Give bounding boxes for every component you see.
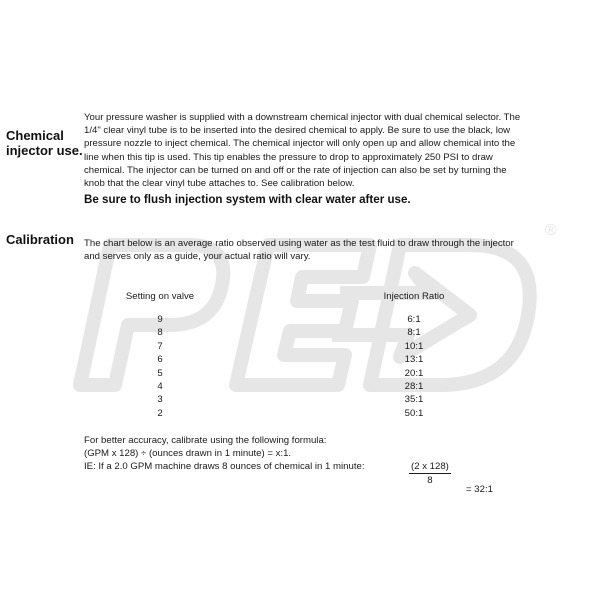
fraction-denominator: 8 bbox=[427, 475, 433, 486]
injector-line-4: line when this tip is used. This tip enables the pressure to drop to approximately 250 PSI to draw bbox=[84, 151, 493, 163]
formula-equation: (GPM x 128) ÷ (ounces drawn in 1 minute) = x:1. bbox=[84, 448, 292, 460]
injector-line-2: 1/4" clear vinyl tube is to be inserted into the desired chemical to apply. Be sure to use the black, low bbox=[84, 125, 511, 137]
injector-line-6: knob that the clear vinyl tube attaches to. See calibration below. bbox=[84, 178, 355, 190]
registered-mark: ® bbox=[545, 222, 557, 239]
fraction-numerator: (2 x 128) bbox=[411, 461, 449, 472]
valve-setting-cell: 2 bbox=[157, 407, 163, 419]
injection-ratio-cell: 6:1 bbox=[407, 314, 421, 325]
valve-setting-cell: 5 bbox=[157, 367, 163, 379]
calibration-heading: Calibration bbox=[6, 232, 74, 247]
injection-ratio-cell: 50:1 bbox=[404, 407, 424, 419]
chemical-heading-line1: Chemical bbox=[6, 128, 64, 143]
calibration-description bbox=[84, 237, 596, 263]
formula-example: IE: If a 2.0 GPM machine draws 8 ounces of chemical in 1 minute: bbox=[84, 461, 365, 473]
injection-ratio-header: Injection Ratio bbox=[383, 291, 445, 302]
calibration-line-1: The chart below is an average ratio observed using water as the test fluid to draw through the injector bbox=[84, 238, 514, 249]
formula-intro: For better accuracy, calibrate using the following formula: bbox=[84, 435, 327, 446]
example-fraction bbox=[409, 461, 451, 486]
valve-setting-cell: 8 bbox=[157, 327, 163, 339]
injector-line-1: Your pressure washer is supplied with a downstream chemical injector with dual chemical selector. The bbox=[84, 112, 521, 123]
injection-ratio-column bbox=[366, 291, 462, 420]
valve-setting-cell: 4 bbox=[157, 380, 163, 392]
calibration-line-2: and serves only as a guide, your actual ratio will vary. bbox=[84, 251, 311, 263]
injection-ratio-cell: 13:1 bbox=[404, 354, 424, 366]
valve-setting-cell: 3 bbox=[157, 394, 163, 406]
injection-ratio-cell: 28:1 bbox=[404, 380, 424, 392]
valve-setting-cell: 7 bbox=[157, 340, 163, 352]
chemical-heading-line2: injector use. bbox=[6, 143, 83, 158]
injection-ratio-cell: 35:1 bbox=[404, 394, 424, 406]
injector-line-5: chemical. The injector can be turned on and off or the rate of injection can also be set by turning the bbox=[84, 164, 507, 176]
flush-warning: Be sure to flush injection system with clear water after use. bbox=[84, 193, 411, 206]
setting-on-valve-column bbox=[112, 291, 208, 420]
injection-ratio-cell: 20:1 bbox=[404, 367, 424, 379]
injection-ratio-cell: 8:1 bbox=[407, 327, 421, 339]
example-result: = 32:1 bbox=[466, 484, 493, 495]
injection-ratio-cell: 10:1 bbox=[404, 340, 424, 352]
setting-on-valve-header: Setting on valve bbox=[125, 291, 195, 302]
injector-line-3: pressure nozzle to inject chemical. The chemical injector will only open up and allow chemical into the bbox=[84, 138, 516, 150]
valve-setting-cell: 9 bbox=[157, 314, 163, 325]
injector-instructions bbox=[84, 111, 596, 190]
chemical-injector-heading bbox=[6, 128, 83, 158]
valve-setting-cell: 6 bbox=[157, 354, 163, 366]
formula-block bbox=[84, 434, 564, 474]
